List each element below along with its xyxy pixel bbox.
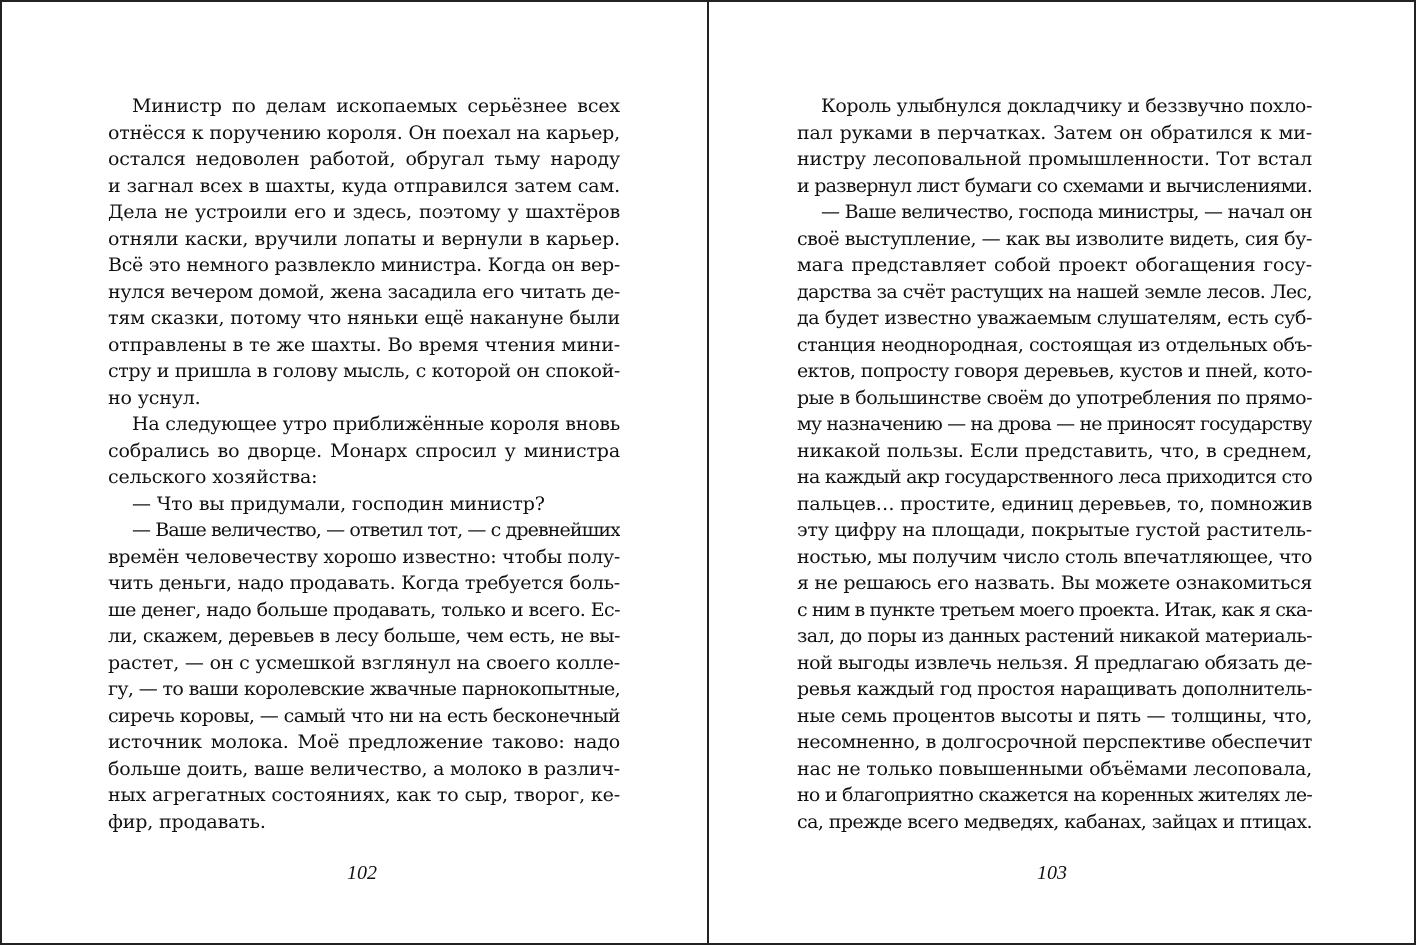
text-line: мага представляет собой проект обогащения госу- — [797, 254, 1312, 276]
text-line: ектов, попросту говоря деревьев, кустов и пней, кото- — [797, 360, 1312, 382]
text-line: я не решаюсь его назвать. Вы можете ознакомиться — [797, 572, 1312, 594]
text-line: никакой пользы. Если представить, что, в среднем, — [797, 439, 1312, 462]
text-line: ше денег, надо больше продавать, только и всего. Ес- — [108, 598, 620, 621]
text-line: источник молока. Моё предложение таково: надо — [108, 731, 620, 753]
text-line: станция неоднородная, состоящая из отдельных объ- — [797, 333, 1312, 356]
text-line: да будет известно уважаемым слушателям, есть суб- — [797, 307, 1312, 329]
text-line: и развернул лист бумаги со схемами и вычислениями. — [797, 174, 1312, 197]
text-line: нас не только повышенными объёмами лесоповала, — [797, 757, 1312, 780]
text-line: на каждый акр государственного леса приходится сто — [797, 466, 1312, 488]
text-line: но и благоприятно скажется на коренных жителях ле- — [797, 784, 1312, 806]
text-line: ностью, мы получим число столь впечатляющее, что — [797, 545, 1312, 568]
text-line: пальцев… простите, единиц деревьев, то, помножив — [797, 492, 1312, 515]
text-line: ных агрегатных состояниях, как то сыр, творог, ке- — [108, 784, 620, 806]
right-page-number: 103 — [1037, 862, 1067, 884]
text-line: ревья каждый год простоя наращивать дополнитель- — [797, 678, 1312, 700]
text-line: Дела не устроили его и здесь, поэтому у шахтёров — [108, 201, 620, 223]
text-line: времён человечеству хорошо известно: чтобы полу- — [108, 545, 620, 568]
left-page-number: 102 — [347, 862, 377, 884]
text-line: отняли каски, вручили лопаты и вернули в карьер. — [108, 227, 620, 250]
text-line: и загнал всех в шахты, куда отправился затем сам. — [108, 174, 620, 197]
text-line: своё выступление, — как вы изволите видеть, сия бу- — [797, 227, 1312, 250]
text-line: с ним в пункте третьем моего проекта. Итак, как я ска- — [797, 598, 1312, 621]
text-line: нистру лесоповальной промышленности. Тот встал — [797, 148, 1312, 170]
text-line: растет, — он с усмешкой взглянул на своего колле- — [108, 651, 620, 674]
text-line: — Ваше величество, господа министры, — начал он — [821, 201, 1312, 223]
text-line: отнёсся к поручению короля. Он поехал на карьер, — [108, 121, 620, 144]
text-line: сиречь коровы, — самый что ни на есть бесконечный — [108, 704, 620, 727]
text-line: нулся вечером домой, жена засадила его читать де- — [108, 280, 620, 303]
text-line: му назначению — на дрова — не приносят государству — [797, 413, 1312, 435]
text-line: пал руками в перчатках. Затем он обратился к ми- — [797, 121, 1312, 144]
text-line: На следующее утро приближённые короля вновь — [132, 413, 620, 435]
text-line: — Ваше величество, — ответил тот, — с древнейших — [132, 519, 620, 541]
text-line: дарства за счёт растущих на нашей земле лесов. Лес, — [797, 280, 1312, 303]
text-line: рые в большинстве своём до употребления по прямо- — [797, 386, 1312, 409]
text-line: Король улыбнулся докладчику и беззвучно похло- — [821, 95, 1312, 117]
text-line: собрались во дворце. Монарх спросил у министра — [108, 439, 620, 462]
text-line: но уснул. — [108, 386, 201, 409]
text-line: ли, скажем, деревьев в лесу больше, чем есть, не вы- — [108, 625, 620, 647]
text-line: гу, — то ваши королевские жвачные парнокопытные, — [108, 678, 620, 700]
text-line: несомненно, в долгосрочной перспективе обеспечит — [797, 731, 1312, 753]
text-line: зал, до поры из данных растений никакой материаль- — [797, 625, 1312, 647]
text-line: больше доить, ваше величество, а молоко в различ- — [108, 757, 620, 780]
text-line: ные семь процентов высоты и пять — толщины, что, — [797, 704, 1312, 727]
text-line: фир, продавать. — [108, 810, 266, 833]
text-line: Всё это немного развлекло министра. Когда он вер- — [108, 254, 620, 276]
text-line: отправлены в те же шахты. Во время чтения мини- — [108, 333, 620, 356]
text-line: тям сказки, потому что няньки ещё накануне были — [108, 307, 620, 329]
left-page — [0, 0, 707, 945]
text-line: ной выгоды извлечь нельзя. Я предлагаю обязать де- — [797, 651, 1312, 674]
text-line: Министр по делам ископаемых серьёзнее всех — [132, 95, 620, 117]
text-line: стру и пришла в голову мысль, с которой он спокой- — [108, 360, 620, 382]
text-line: чить деньги, надо продавать. Когда требуется боль- — [108, 572, 620, 594]
text-line: остался недоволен работой, обругал тьму народу — [108, 148, 620, 170]
text-line: са, прежде всего медведях, кабанах, зайцах и птицах. — [797, 810, 1312, 833]
text-line: эту цифру на площади, покрытые густой раститель- — [797, 519, 1312, 541]
right-page — [709, 0, 1414, 945]
text-line: сельского хозяйства: — [108, 466, 318, 488]
text-line: — Что вы придумали, господин министр? — [132, 492, 545, 515]
